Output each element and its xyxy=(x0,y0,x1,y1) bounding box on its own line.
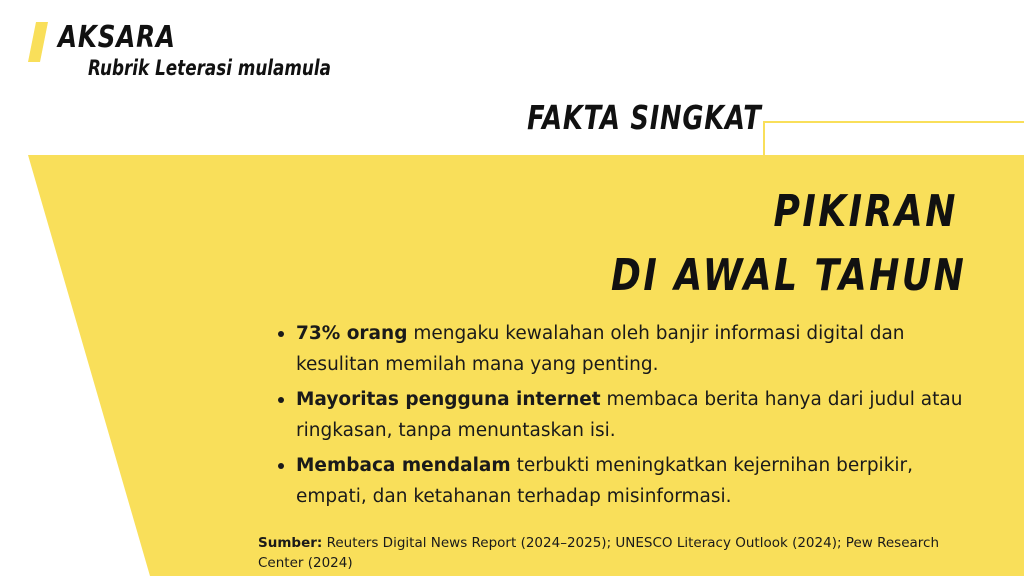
brand-name: AKSARA xyxy=(58,20,176,55)
brand-tagline: Rubrik Leterasi mulamula xyxy=(88,56,331,80)
section-label: FAKTA SINGKAT xyxy=(527,98,762,137)
fact-highlight: Membaca mendalam xyxy=(296,455,511,476)
brand-accent-bar xyxy=(28,22,48,62)
title-line-2: DI AWAL TAHUN xyxy=(610,250,966,301)
fact-item xyxy=(272,450,972,512)
fact-item xyxy=(272,384,972,446)
fact-text: terbukti meningkatkan kejernihan berpikir, empati, dan ketahanan terhadap misinformasi. xyxy=(296,455,914,507)
source-label: Sumber: xyxy=(258,535,323,551)
bullet-icon xyxy=(278,463,284,469)
facts-list xyxy=(272,318,972,516)
bullet-icon xyxy=(278,397,284,403)
fact-item xyxy=(272,318,972,380)
fact-highlight: 73% orang xyxy=(296,323,408,344)
title-line-1: PIKIRAN xyxy=(773,186,958,237)
source-note xyxy=(258,533,958,573)
fact-text: mengaku kewalahan oleh banjir informasi digital dan kesulitan memilah mana yang penting. xyxy=(296,323,905,375)
accent-line xyxy=(764,122,1024,155)
bullet-icon xyxy=(278,331,284,337)
fact-highlight: Mayoritas pengguna internet xyxy=(296,389,601,410)
fact-text: membaca berita hanya dari judul atau ringkasan, tanpa menuntaskan isi. xyxy=(296,389,963,441)
source-text: Reuters Digital News Report (2024–2025); UNESCO Literacy Outlook (2024); Pew Research Center (2024) xyxy=(258,535,940,571)
